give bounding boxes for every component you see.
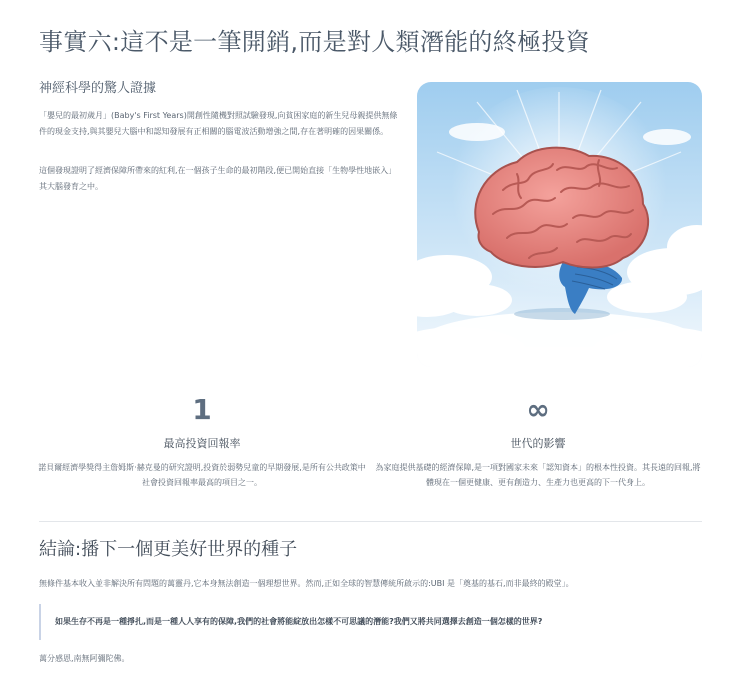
evidence-paragraph-2: 這個發現證明了經濟保障所帶來的紅利,在一個孩子生命的最初階段,便已開始直接「生物學性地嵌入」其大腦發育之中。 xyxy=(39,166,397,191)
quote-text: 如果生存不再是一種掙扎,而是一種人人享有的保障,我們的社會將能綻放出怎樣不可思議的潛能?我們又將共同選擇去創造一個怎樣的世界? xyxy=(55,617,543,626)
stat-description: 諾貝爾經濟學獎得主詹姆斯·赫克曼的研究證明,投資於弱勢兒童的早期發展,是所有公共政策中社會投資回報率最高的項目之一。 xyxy=(38,463,366,487)
page-title: 事實六:這不是一筆開銷,而是對人類潛能的終極投資 xyxy=(39,28,590,56)
brain-illustration xyxy=(417,82,702,367)
stat-label: 最高投資回報率 xyxy=(163,437,241,450)
stat-number: ∞ xyxy=(526,393,550,426)
conclusion-heading: 結論:播下一個更美好世界的種子 xyxy=(39,539,298,560)
conclusion-text: 無條件基本收入並非解決所有問題的萬靈丹,它本身無法創造一個理想世界。然而,正如全球的智慧傳統所啟示的:UBI 是「奠基的基石,而非最終的殿堂」。 xyxy=(39,579,574,588)
closing-text: 萬分感恩,南無阿彌陀佛。 xyxy=(39,654,130,663)
section-divider xyxy=(39,521,702,522)
stat-description: 為家庭提供基礎的經濟保障,是一項對國家未來「認知資本」的根本性投資。其長遠的回報,將體現在一個更健康、更有創造力、生產力也更高的下一代身上。 xyxy=(375,463,701,487)
stat-number: 1 xyxy=(192,393,212,426)
evidence-paragraph-1: 「嬰兒的最初歲月」(Baby's First Years)開創性隨機對照試驗發現,向貧困家庭的新生兒母親提供無條件的現金支持,與其嬰兒大腦中和認知發展有正相關的腦電波活動增強之間,存在著明確的因果關係。 xyxy=(39,111,398,136)
evidence-heading: 神經科學的驚人證據 xyxy=(39,81,157,96)
stat-label: 世代的影響 xyxy=(510,437,566,450)
conclusion-quote xyxy=(39,604,701,640)
